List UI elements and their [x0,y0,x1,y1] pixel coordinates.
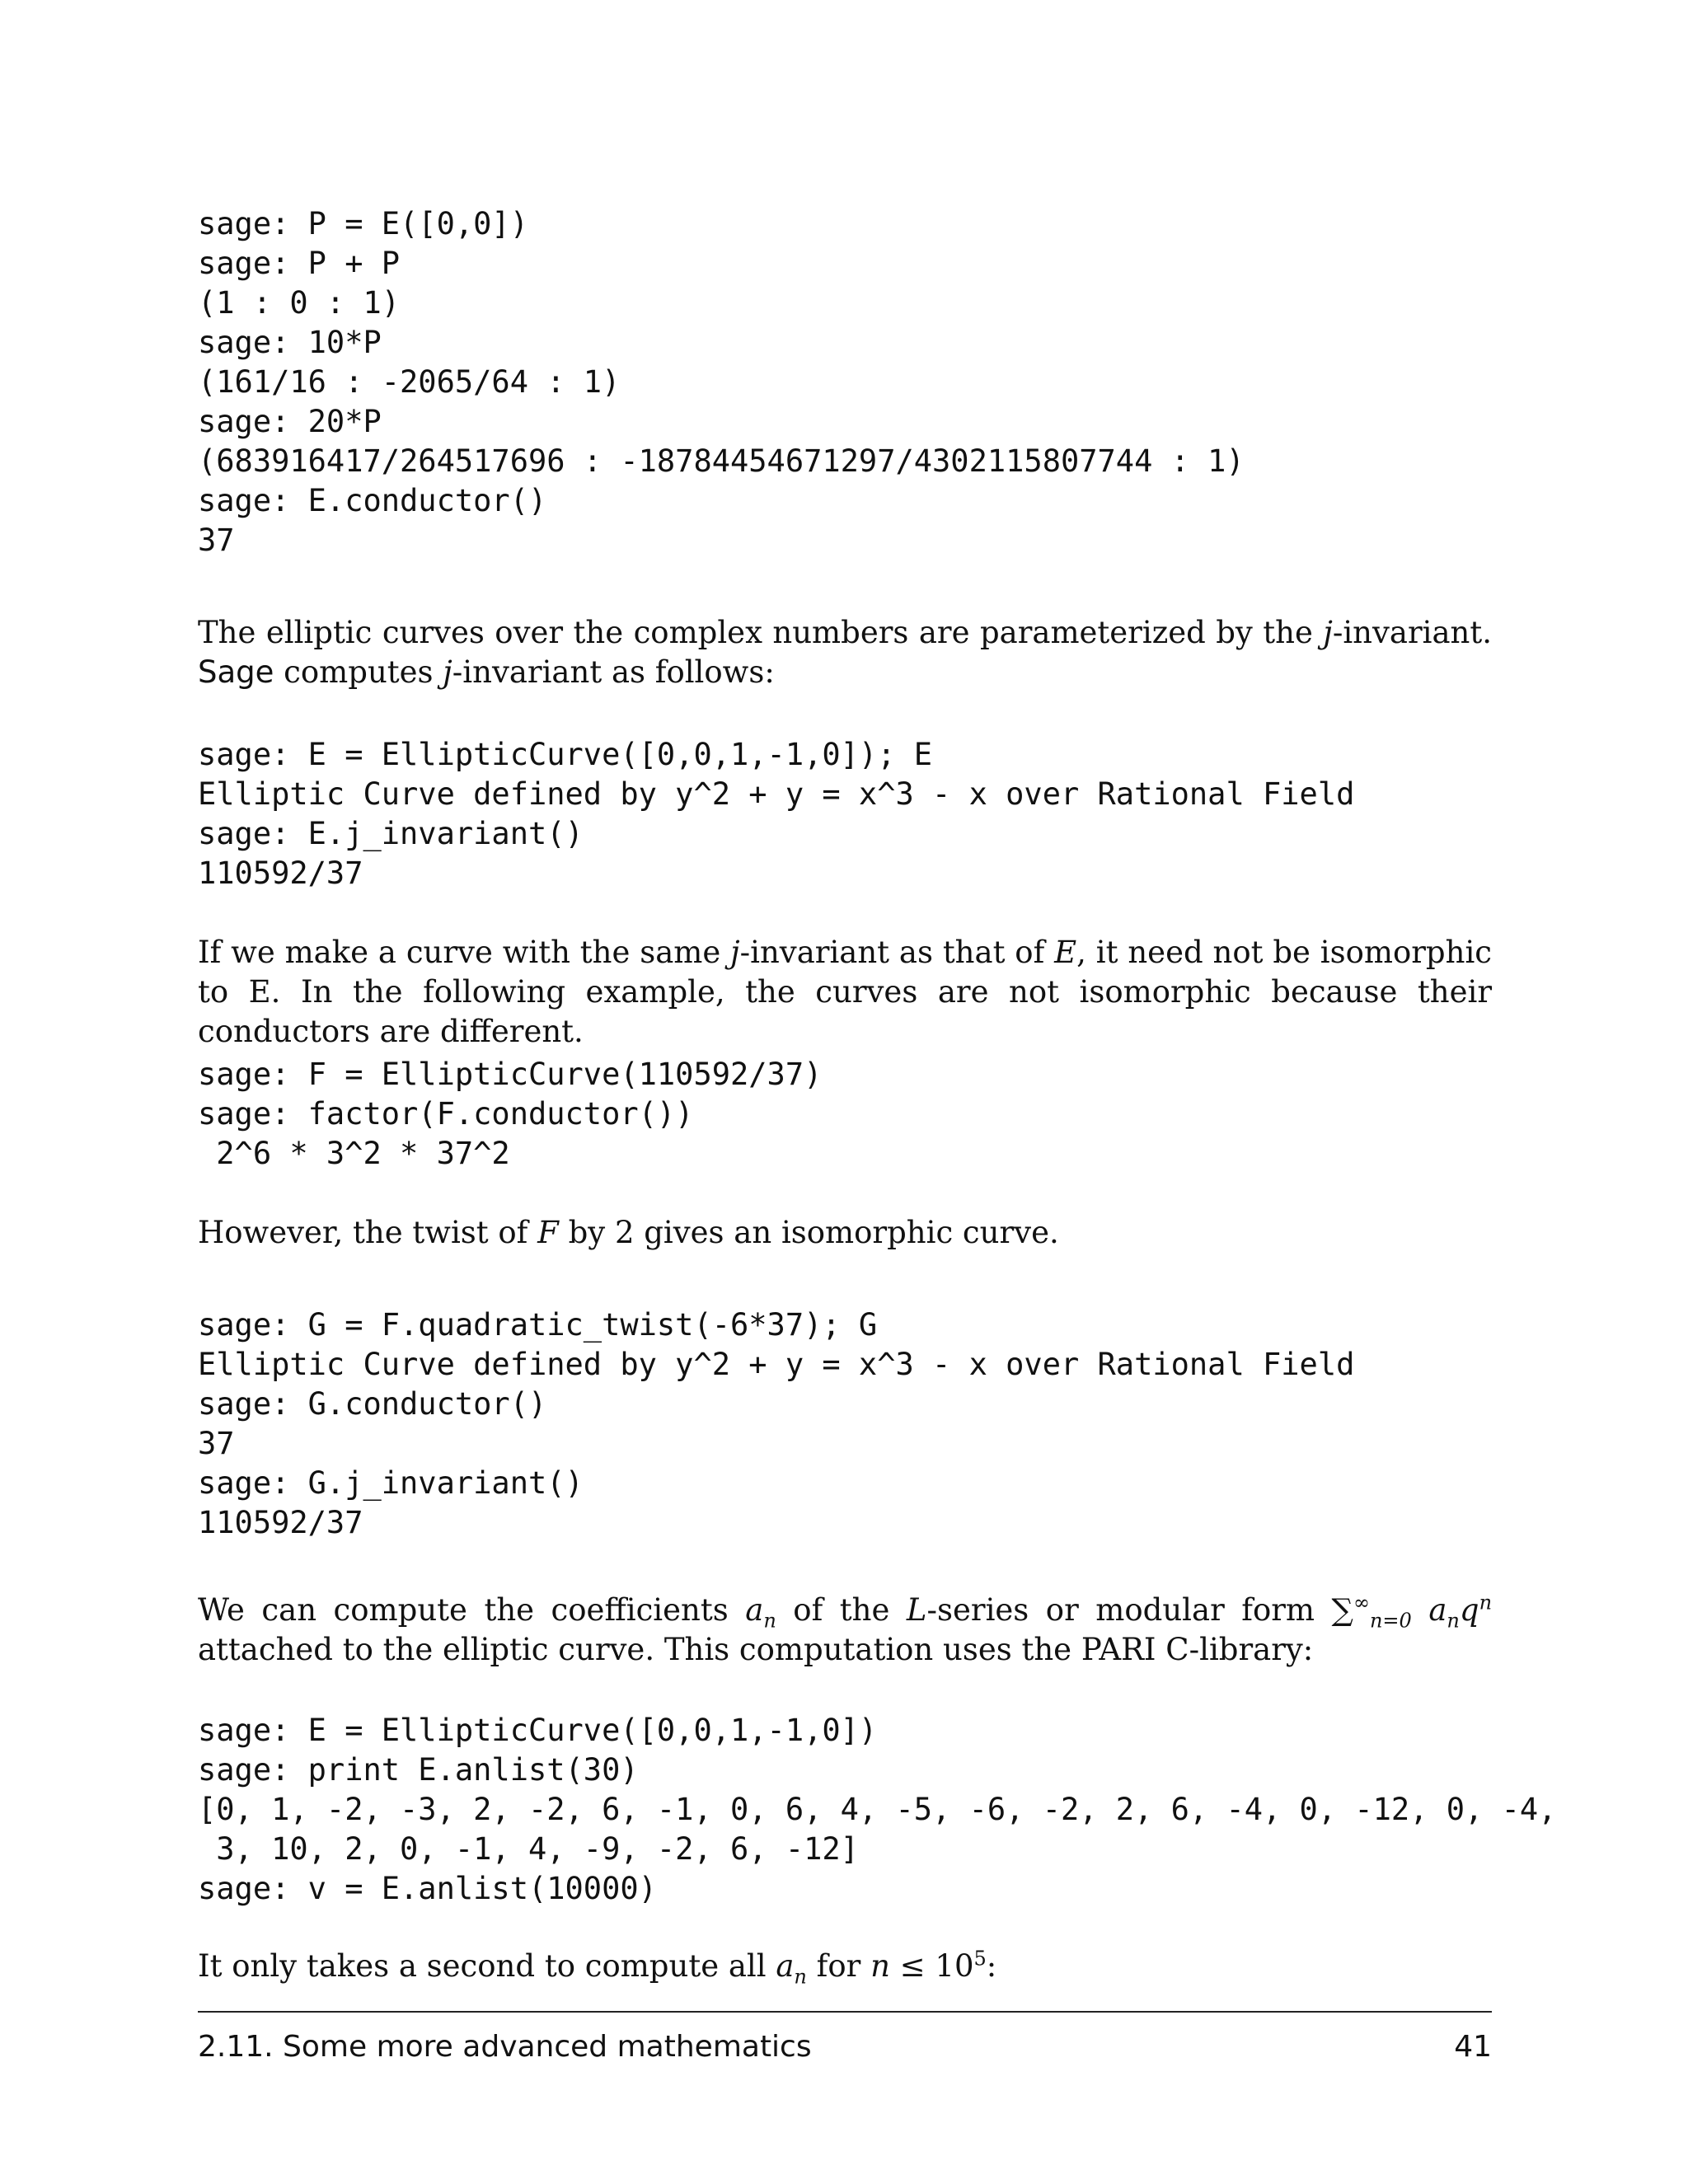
footer-divider [198,2011,1492,2013]
page-number: 41 [1454,2030,1492,2064]
math-l: L [906,1592,927,1628]
math-n: n [763,1609,776,1633]
math-n: n [1447,1609,1460,1633]
code-line: (683916417/264517696 : -18784454671297/4302115807744 : 1) [198,443,1245,479]
code-block-3 [198,1055,822,1174]
math-n: n [794,1965,807,1989]
paragraph-j-invariant [198,613,1492,692]
math-e: E [1054,935,1077,970]
paragraph-text: We can compute the coefficients [198,1592,746,1628]
code-line: 110592/37 [198,1505,363,1540]
code-line: sage: E.j_invariant() [198,816,584,851]
math-n: n [870,1948,890,1984]
math-a: a [776,1948,795,1984]
code-line: 3, 10, 2, 0, -1, 4, -9, -2, 6, -12] [198,1831,859,1867]
code-line: 110592/37 [198,855,363,891]
code-line: [0, 1, -2, -3, 2, -2, 6, -1, 0, 6, 4, -5, -6, -2, 2, 6, -4, 0, -12, 0, -4, [198,1792,1557,1827]
paragraph-text: The elliptic curves over the complex numbers are parameterized by the [198,615,1324,650]
paragraph-text: : [986,1948,997,1984]
paragraph-text: It only takes a second to compute all [198,1948,776,1984]
paragraph-text: If we make a curve with the same [198,935,731,970]
sum-upper-limit: ∞ [1353,1591,1370,1615]
code-line: sage: P = E([0,0]) [198,206,528,241]
code-line: sage: 20*P [198,404,382,439]
math-exponent: n [1479,1591,1493,1615]
code-line: Elliptic Curve defined by y^2 + y = x^3 - x over Rational Field [198,1347,1355,1382]
code-line: sage: F = EllipticCurve(110592/37) [198,1057,823,1092]
code-line: sage: print E.anlist(30) [198,1752,639,1788]
paragraph-text: by 2 gives an isomorphic curve. [558,1215,1059,1250]
paragraph-text: -series or modular form [926,1592,1332,1628]
math-j: j [1323,615,1333,650]
code-line: sage: factor(F.conductor()) [198,1096,694,1132]
sage-name: Sage [198,654,274,690]
math-a: a [1428,1592,1447,1628]
code-block-4 [198,1305,1354,1543]
sum-symbol: ∑ [1331,1592,1353,1628]
math-j: j [730,935,740,970]
paragraph-text: of the [776,1592,907,1628]
code-line: sage: G.conductor() [198,1386,547,1422]
paragraph-text: -invariant as follows: [452,654,775,690]
math-exponent: 5 [973,1947,987,1971]
code-line: 2^6 * 3^2 * 37^2 [198,1136,510,1171]
paragraph-text: However, the twist of [198,1215,538,1250]
code-block-1 [198,204,1245,560]
sum-lower-limit: n=0 [1369,1609,1412,1633]
paragraph-compute-time [198,1947,1492,1989]
code-line: 37 [198,1426,235,1461]
paragraph-text: computes [274,654,443,690]
code-line: sage: E = EllipticCurve([0,0,1,-1,0]); E [198,737,933,772]
code-line: Elliptic Curve defined by y^2 + y = x^3 - x over Rational Field [198,776,1355,812]
math-f: F [537,1215,559,1250]
paragraph-text: attached to the elliptic curve. This computation uses the PARI C-library: [198,1632,1314,1667]
code-block-2 [198,735,1354,893]
paragraph-text: , it need not be isomorphic to E. In the following example, the curves are not isomorphic because their conductors are different. [198,935,1493,1049]
paragraph-text: -invariant. [1332,615,1492,650]
math-a: a [745,1592,764,1628]
code-line: sage: v = E.anlist(10000) [198,1871,657,1906]
code-block-5 [198,1711,1556,1909]
paragraph-text: -invariant as that of [739,935,1055,970]
code-line: sage: P + P [198,246,401,281]
code-line: sage: E.conductor() [198,483,547,518]
footer-section-title: 2.11. Some more advanced mathematics [198,2030,812,2064]
code-line: (161/16 : -2065/64 : 1) [198,364,621,400]
code-line: sage: 10*P [198,325,382,360]
code-line: sage: E = EllipticCurve([0,0,1,-1,0]) [198,1713,878,1748]
paragraph-coefficients [198,1591,1492,1670]
paragraph-text: ≤ 10 [889,1948,974,1984]
math-q: q [1459,1592,1479,1628]
code-line: 37 [198,523,235,558]
paragraph-isomorphic [198,933,1492,1052]
code-line: sage: G = F.quadratic_twist(-6*37); G [198,1307,878,1343]
code-line: (1 : 0 : 1) [198,285,401,321]
math-j: j [443,654,452,690]
code-line: sage: G.j_invariant() [198,1465,584,1501]
paragraph-twist [198,1213,1492,1253]
sum-expression [1331,1591,1493,1633]
paragraph-text: for [806,1948,871,1984]
